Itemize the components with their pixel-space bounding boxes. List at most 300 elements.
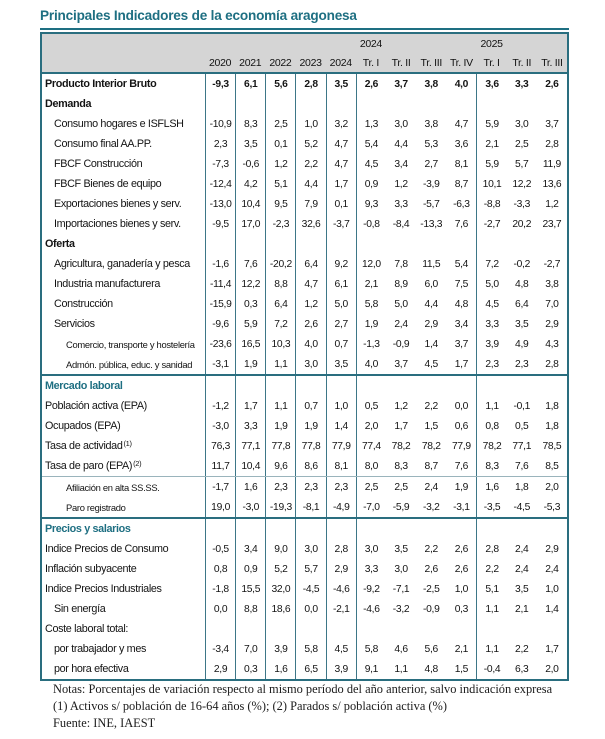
row-label: Admón. pública, educ. y sanidad	[66, 358, 193, 370]
cell: 3,8	[545, 278, 559, 290]
cell: -2,7	[543, 258, 561, 270]
cell: -7,1	[392, 583, 410, 595]
cell: -11,4	[205, 274, 235, 294]
cell: 3,5	[515, 583, 529, 595]
cell	[386, 619, 416, 639]
cell: -15,9	[205, 294, 235, 314]
cell: 3,6	[454, 138, 469, 150]
cell: 20,2	[512, 218, 532, 230]
year-row-cell	[265, 34, 295, 53]
cell: 7,2	[265, 314, 295, 334]
cell: -3,0	[205, 416, 235, 436]
cell: 78,2	[421, 440, 441, 452]
cell: 1,3	[356, 114, 386, 134]
cell	[235, 519, 265, 539]
cell: 4,8	[424, 663, 438, 675]
cell: 3,7	[454, 338, 469, 350]
table-row	[42, 456, 567, 476]
cell: 1,4	[545, 603, 559, 615]
cell: 2,2	[295, 154, 325, 174]
cell: 2,3	[476, 354, 506, 374]
cell: 0,5	[515, 420, 529, 432]
cell: 2,5	[394, 481, 408, 493]
cell: 1,8	[545, 420, 559, 432]
cell	[356, 94, 386, 114]
cell: 1,1	[476, 396, 506, 416]
cell: 1,7	[394, 420, 408, 432]
row-label: Precios y salarios	[45, 523, 131, 535]
cell: 2,4	[515, 563, 529, 575]
cell: 1,0	[326, 396, 356, 416]
table-row	[42, 396, 567, 416]
page-title: Principales Indicadores de la economía aragonesa	[40, 8, 357, 23]
table-row	[42, 234, 567, 254]
cell: 19,0	[205, 497, 235, 517]
cell: 2,8	[545, 138, 559, 150]
cell: 1,6	[265, 659, 295, 679]
cell: 10,4	[235, 194, 265, 214]
cell: 3,0	[295, 539, 325, 559]
cell: 2,4	[515, 543, 529, 555]
cell: -9,5	[205, 214, 235, 234]
row-label: Afiliación en alta SS.SS.	[66, 481, 160, 493]
row-label: Tasa de actividad $^{(1)}$	[45, 438, 132, 452]
column-header: 2020	[208, 56, 232, 69]
cell: 9,3	[356, 194, 386, 214]
cell: -2,7	[476, 214, 506, 234]
cell: 1,8	[515, 481, 529, 493]
cell	[446, 619, 476, 639]
cell: 1,1	[265, 354, 295, 374]
cell: 76,3	[205, 436, 235, 456]
cell: 1,5	[424, 420, 438, 432]
cell: 8,0	[356, 456, 386, 476]
cell: -9,3	[205, 74, 235, 94]
cell	[446, 376, 476, 396]
cell: 5,4	[356, 134, 386, 154]
cell: 11,9	[542, 158, 561, 170]
cell: 1,9	[356, 314, 386, 334]
cell: 1,1	[394, 663, 408, 675]
cell: -8,8	[476, 194, 506, 214]
cell	[235, 234, 265, 254]
cell: 3,3	[394, 198, 408, 210]
cell: 2,3	[265, 477, 295, 497]
table-row	[42, 114, 567, 134]
cell: 3,9	[326, 659, 356, 679]
note-line: Fuente: INE, IAEST	[53, 716, 156, 730]
row-label: Ocupados (EPA)	[45, 420, 121, 432]
row-label: por hora efectiva	[54, 663, 129, 675]
cell: 5,7	[295, 559, 325, 579]
cell	[356, 376, 386, 396]
cell: -4,6	[356, 599, 386, 619]
cell: 4,2	[235, 174, 265, 194]
cell: 4,6	[394, 643, 408, 655]
cell: 2,9	[545, 543, 559, 555]
cell: 7,0	[545, 298, 559, 310]
cell: 32,6	[295, 214, 325, 234]
cell	[295, 519, 325, 539]
row-label: Paro registrado	[66, 501, 126, 513]
year-row-spacer	[42, 34, 205, 53]
cell: 3,3	[356, 559, 386, 579]
cell: 5,8	[356, 639, 386, 659]
cell: -10,9	[205, 114, 235, 134]
cell: 2,5	[265, 114, 295, 134]
cell: 2,0	[356, 416, 386, 436]
cell	[356, 234, 386, 254]
cell: 2,3	[515, 358, 529, 370]
year-row-cell	[386, 34, 416, 53]
cell: -1,8	[205, 579, 235, 599]
note-line: (1) Activos s/ población de 16-64 años (%); (2) Parados s/ población activa (%)	[53, 699, 447, 713]
cell: 2,5	[515, 138, 529, 150]
cell	[537, 376, 567, 396]
table-row	[42, 314, 567, 334]
cell: 1,7	[326, 174, 356, 194]
cell	[265, 94, 295, 114]
cell: -3,0	[235, 497, 265, 517]
cell: 3,7	[394, 358, 408, 370]
cell: 23,7	[542, 218, 562, 230]
year-row-cell	[416, 34, 446, 53]
column-header: Tr. I	[362, 56, 379, 69]
table-row	[42, 334, 567, 354]
cell: 0,3	[235, 659, 265, 679]
column-header: Tr. I	[483, 56, 500, 69]
cell: 18,6	[265, 599, 295, 619]
cell: -8,1	[295, 497, 325, 517]
cell: 5,1	[476, 579, 506, 599]
cell: 2,2	[515, 643, 529, 655]
cell: 2,9	[205, 659, 235, 679]
cell: 3,0	[394, 563, 408, 575]
cell: 2,4	[424, 481, 438, 493]
cell: 1,0	[545, 583, 559, 595]
cell: 5,9	[476, 114, 506, 134]
cell: 1,1	[476, 599, 506, 619]
cell: -8,4	[392, 218, 410, 230]
row-label: Comercio, transporte y hostelería	[66, 338, 195, 350]
cell	[476, 234, 506, 254]
cell: 0,8	[476, 416, 506, 436]
cell: 8,7	[454, 178, 469, 190]
cell: 2,3	[295, 477, 325, 497]
cell: -19,3	[265, 497, 295, 517]
table-row	[42, 639, 567, 659]
cell: 2,9	[424, 318, 438, 330]
row-label: Consumo final AA.PP.	[54, 138, 152, 150]
table-row	[42, 294, 567, 314]
cell: 5,1	[265, 174, 295, 194]
cell: 4,9	[515, 338, 529, 350]
cell: 2,2	[424, 543, 438, 555]
cell: 4,4	[295, 174, 325, 194]
row-label: Oferta	[45, 238, 75, 250]
cell: 5,6	[424, 643, 438, 655]
cell: 5,8	[295, 639, 325, 659]
cell: 3,5	[515, 318, 529, 330]
cell	[476, 94, 506, 114]
cell	[386, 94, 416, 114]
cell: 0,9	[356, 174, 386, 194]
cell: 0,3	[454, 603, 469, 615]
cell: 6,1	[235, 74, 265, 94]
cell: 12,2	[235, 274, 265, 294]
column-header: 2023	[299, 56, 322, 69]
table-row	[42, 214, 567, 234]
cell: -9,2	[356, 579, 386, 599]
cell: 3,5	[235, 134, 265, 154]
cell	[326, 619, 356, 639]
section-row	[42, 517, 567, 539]
cell: 2,3	[326, 477, 356, 497]
cell: 3,9	[476, 334, 506, 354]
table-row	[42, 74, 567, 94]
cell: 2,7	[424, 158, 438, 170]
cell	[507, 376, 537, 396]
cell: 0,7	[326, 334, 356, 354]
cell: -5,7	[422, 198, 440, 210]
cell: 1,0	[454, 583, 469, 595]
cell: 9,6	[265, 456, 295, 476]
row-label: Indice Precios Industriales	[45, 583, 162, 595]
year-row-cell	[446, 34, 476, 53]
cell: -3,4	[205, 639, 235, 659]
cell: 7,5	[454, 278, 469, 290]
cell: 77,1	[512, 440, 532, 452]
year-row-cell	[205, 34, 235, 53]
cell: 8,6	[295, 456, 325, 476]
column-header-spacer	[42, 53, 205, 72]
cell: 9,2	[326, 254, 356, 274]
cell: 6,5	[295, 659, 325, 679]
year-row-cell	[295, 34, 325, 53]
cell: 4,7	[454, 118, 469, 130]
cell: 8,8	[265, 274, 295, 294]
cell: 3,9	[265, 639, 295, 659]
cell	[507, 234, 537, 254]
column-header: Tr. II	[391, 56, 411, 69]
cell: -2,5	[422, 583, 440, 595]
cell: 1,2	[394, 178, 408, 190]
cell	[416, 376, 446, 396]
cell: -13,0	[205, 194, 235, 214]
cell: 2,4	[394, 318, 408, 330]
cell: 2,6	[424, 563, 438, 575]
cell: 3,0	[394, 118, 408, 130]
cell: 4,0	[295, 334, 325, 354]
row-label: Importaciones bienes y serv.	[54, 218, 181, 230]
cell: 3,2	[326, 114, 356, 134]
cell	[386, 519, 416, 539]
cell: 12,2	[512, 178, 532, 190]
table-row	[42, 659, 567, 679]
table-row	[42, 539, 567, 559]
cell: 2,9	[545, 318, 559, 330]
row-label: Demanda	[45, 98, 92, 110]
cell: 7,2	[476, 254, 506, 274]
cell: -4,9	[326, 497, 356, 517]
cell	[356, 519, 386, 539]
cell: 8,9	[394, 278, 408, 290]
cell	[265, 234, 295, 254]
row-label: Servicios	[54, 318, 95, 330]
cell: -0,8	[356, 214, 386, 234]
cell: 4,3	[545, 338, 559, 350]
cell: 77,8	[265, 436, 295, 456]
cell: 1,7	[454, 358, 469, 370]
cell: 3,5	[394, 543, 408, 555]
cell: 6,4	[265, 294, 295, 314]
cell: -0,9	[422, 603, 440, 615]
cell: 2,6	[356, 74, 386, 94]
cell: 11,5	[422, 258, 441, 270]
column-header: 2024	[329, 56, 352, 69]
cell: 1,4	[326, 416, 356, 436]
cell: -7,0	[356, 497, 386, 517]
cell: 9,5	[265, 194, 295, 214]
cell	[265, 519, 295, 539]
cell	[326, 94, 356, 114]
cell: 5,9	[235, 314, 265, 334]
year-row-cell	[537, 34, 567, 53]
cell: 1,1	[265, 396, 295, 416]
cell: 2,8	[545, 358, 559, 370]
table-row	[42, 497, 567, 517]
cell: 78,5	[542, 440, 562, 452]
cell: 13,6	[542, 178, 562, 190]
cell: 9,1	[356, 659, 386, 679]
cell: 4,0	[356, 354, 386, 374]
cell: 11,7	[205, 456, 235, 476]
cell: -2,1	[326, 599, 356, 619]
cell: -7,3	[205, 154, 235, 174]
cell: 10,4	[235, 456, 265, 476]
cell: 1,2	[394, 400, 408, 412]
cell: 5,6	[265, 74, 295, 94]
year-group-header-row	[42, 34, 567, 53]
cell: 2,1	[356, 274, 386, 294]
column-header: Tr. III	[541, 56, 563, 69]
cell	[507, 94, 537, 114]
table-row	[42, 416, 567, 436]
cell	[446, 519, 476, 539]
row-label: Población activa (EPA)	[45, 400, 147, 412]
cell: 0,8	[205, 559, 235, 579]
cell	[295, 234, 325, 254]
cell: 0,9	[235, 559, 265, 579]
cell: 78,2	[476, 436, 506, 456]
cell: 0,0	[295, 599, 325, 619]
cell	[416, 519, 446, 539]
cell: 4,7	[295, 274, 325, 294]
table-row	[42, 134, 567, 154]
cell	[386, 234, 416, 254]
cell	[235, 94, 265, 114]
cell: 1,9	[295, 416, 325, 436]
cell: -3,7	[326, 214, 356, 234]
cell: 0,7	[295, 396, 325, 416]
cell: 1,1	[476, 639, 506, 659]
cell: -3,2	[392, 603, 410, 615]
cell: 3,4	[394, 158, 408, 170]
cell	[446, 234, 476, 254]
cell	[205, 234, 235, 254]
cell: 77,8	[295, 436, 325, 456]
year-row-cell	[235, 34, 265, 53]
cell: 1,2	[295, 294, 325, 314]
row-label: Agricultura, ganadería y pesca	[54, 258, 190, 270]
cell	[537, 94, 567, 114]
table-row	[42, 354, 567, 374]
cell	[326, 519, 356, 539]
cell	[205, 94, 235, 114]
cell	[205, 619, 235, 639]
cell: 2,8	[295, 74, 325, 94]
cell	[416, 234, 446, 254]
cell	[507, 519, 537, 539]
cell: 4,5	[326, 639, 356, 659]
table-row	[42, 599, 567, 619]
table-row	[42, 436, 567, 456]
cell: 1,6	[476, 477, 506, 497]
year-group-2025: 2025	[480, 37, 503, 50]
cell: 8,1	[454, 158, 469, 170]
cell: 5,9	[476, 154, 506, 174]
cell: 2,0	[545, 481, 559, 493]
cell	[476, 519, 506, 539]
footnotes	[53, 681, 573, 732]
cell: 0,1	[326, 194, 356, 214]
cell: 10,1	[476, 174, 506, 194]
cell: 6,3	[515, 663, 529, 675]
cell: 1,2	[545, 198, 559, 210]
cell: 8,8	[235, 599, 265, 619]
year-row-cell	[507, 34, 537, 53]
row-label: FBCF Construcción	[54, 158, 143, 170]
cell: -1,2	[205, 396, 235, 416]
cell	[476, 619, 506, 639]
cell: 7,6	[454, 218, 469, 230]
row-label: Indice Precios de Consumo	[45, 543, 169, 555]
cell: 3,4	[235, 539, 265, 559]
cell: 1,2	[265, 154, 295, 174]
cell: 3,0	[356, 539, 386, 559]
cell: -5,3	[543, 501, 561, 513]
table-row	[42, 254, 567, 274]
cell: -5,9	[392, 501, 410, 513]
section-row	[42, 374, 567, 396]
cell	[446, 94, 476, 114]
cell: -0,9	[392, 338, 410, 350]
cell: 4,4	[424, 298, 438, 310]
cell	[235, 376, 265, 396]
cell: -4,5	[513, 501, 531, 513]
column-header: Tr. III	[420, 56, 442, 69]
cell: 3,3	[515, 78, 529, 90]
cell: 4,0	[454, 78, 469, 90]
cell: -12,4	[205, 174, 235, 194]
column-header-row	[42, 53, 567, 74]
cell: 8,1	[326, 456, 356, 476]
table-row	[42, 194, 567, 214]
cell	[295, 376, 325, 396]
cell: 2,6	[454, 543, 469, 555]
cell: 8,7	[424, 460, 438, 472]
table-row	[42, 94, 567, 114]
